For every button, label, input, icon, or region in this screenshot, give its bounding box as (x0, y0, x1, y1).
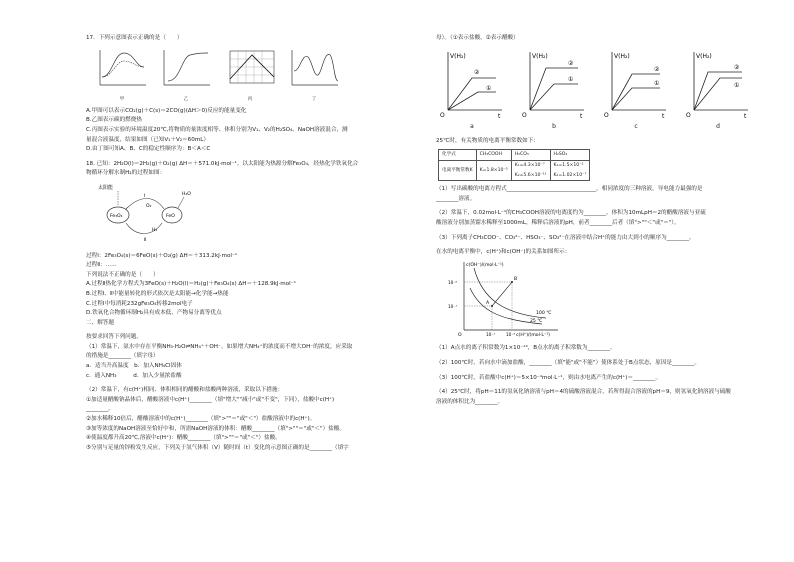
table-cell: H₂SO₃ (550, 150, 590, 161)
part2-line-5: ③加等浓度的NaOH溶液至恰好中和，所需NaOH溶液的体积：醋酸________（填">""＝"或"＜"）盐酸。 (86, 425, 345, 432)
cycle-step1: Ⅰ (144, 193, 146, 199)
q17-option-a: A.甲图可以表示CO₂(g)＋C(s)＝2CO(g)(ΔH＞0)反应的能量变化 (86, 107, 247, 114)
water-q3: （3）100℃时，若盐酸中c(H⁺)＝5×10⁻⁴mol·L⁻¹，则由水电离产生的c(H⁺)＝________。 (436, 374, 662, 381)
q17-figures (94, 47, 412, 105)
k-q2: （2）常温下，0.02mol·L⁻¹的CH₃COOH溶液的电离度约为________，体积为10mLpH＝2的醋酸溶液与亚硫 (436, 210, 706, 217)
table-cell: H₂CO₃ (511, 150, 550, 161)
svg-text:t: t (580, 112, 583, 120)
k-q1-cont: ________溶液。 (436, 195, 476, 202)
svg-text:10⁻⁶: 10⁻⁶ (506, 331, 516, 337)
right-column (436, 34, 762, 407)
section-heading: 二、解答题 (86, 319, 114, 326)
q17-option-d: D.由丁图可知A、B、C的稳定性顺序为：B＜A＜C (86, 146, 211, 153)
svg-text:t: t (662, 112, 665, 120)
part2-line-6: ④使温度都升高20℃,溶液中c(H⁺)：醋酸________（填">""＝"或"＜"）盐酸。 (86, 435, 281, 442)
energy-diagram-yi (158, 47, 214, 91)
fig-label-yi: 乙 (183, 97, 189, 103)
svg-text:100 ℃: 100 ℃ (536, 310, 552, 316)
vgraph-caption-d: d (716, 123, 720, 131)
q17-figure-ding (286, 47, 342, 105)
energy-diagram-ding (286, 47, 342, 91)
svg-text:①: ① (568, 75, 574, 83)
part1-line-4: c．通入NH₃ d．加入少量浓盐酸 (86, 372, 182, 379)
q18-stem-cont: 物循环分解水制H₂的过程如图： (86, 170, 166, 177)
part1-line-3: a．适当升高温度 b．加入NH₄Cl固体 (86, 363, 182, 370)
q17-figure-bing (222, 47, 278, 105)
q17-option-b: B.乙图表示碳的燃烧热 (86, 117, 142, 124)
water-q1: （1）A点水的离子积常数为1×10⁻¹⁴，B点水的离子积常数为________。 (436, 345, 616, 352)
vgraph-b (520, 48, 588, 132)
table-cell: K=1.8×10⁻⁵ (476, 160, 511, 180)
temperature-grid-bing (222, 47, 278, 91)
fig-label-jia: 甲 (119, 97, 125, 103)
energy-diagram-jia (94, 47, 150, 91)
svg-text:O: O (686, 111, 691, 119)
q18-question: 下列说法不正确的是（ ） (86, 271, 159, 278)
svg-text:c(OH⁻)/(mol·L⁻¹): c(OH⁻)/(mol·L⁻¹) (466, 262, 504, 268)
vgraph-a (438, 48, 506, 132)
q18-option-a: A.过程Ⅱ热化学方程式为3FeO(s)＋H₂O(l)＝H₂(g)＋Fe₃O₄(s) ΔH＝＋128.9kJ·mol⁻¹ (86, 281, 296, 288)
table-cell: CH₃COOH (476, 150, 511, 161)
svg-text:①: ① (734, 81, 740, 89)
part2-line-3: ________。 (86, 406, 114, 413)
k-q3: （3）下列离子CH₃COO⁻、CO₃²⁻、HSO₃⁻、SO₃²⁻在溶液中结合H⁺的能力由大到小的顺序为________。 (436, 234, 695, 241)
part2-line-1: （2）常温下，有c(H⁺)相同、体积相同的醋酸和盐酸两种溶液，采取以下措施： (86, 387, 284, 394)
cycle-feo-label: FeO (166, 213, 175, 219)
table-row (439, 160, 590, 180)
q17-figure-yi (158, 47, 214, 105)
iron-oxide-cycle-diagram (96, 181, 206, 245)
vgraph-caption-a: a (470, 123, 474, 131)
k-intro: 25℃时，有关物质的电离平衡常数如下： (436, 137, 539, 144)
answer-intro: 按要求回答下列问题。 (86, 334, 142, 341)
q18-stem: 18. 已知：2H₂O(l)＝2H₂(g)＋O₂(g) ΔH＝＋571.0kJ·mol⁻¹。以太阳能为热源分解Fe₃O₄，经热化学铁氧化合 (86, 160, 359, 167)
table-cell: 化学式 (439, 150, 477, 161)
svg-text:25 ℃: 25 ℃ (530, 318, 543, 324)
svg-text:②: ② (568, 59, 574, 67)
cycle-step2: Ⅱ (144, 237, 147, 243)
svg-text:O: O (522, 111, 527, 119)
svg-text:A: A (486, 300, 490, 306)
svg-text:c(H⁺)/(mol·L⁻¹): c(H⁺)/(mol·L⁻¹) (516, 332, 550, 338)
part2-line-7: ⑤分别与足量的锌粉发生反应，下列关于氢气体积（V）随时间（t）变化的示意图正确的是________（填字 (86, 444, 349, 451)
cycle-o2-label: O₂ (146, 203, 152, 209)
svg-text:V(H₂): V(H₂) (532, 52, 548, 60)
svg-text:V(H₂): V(H₂) (614, 52, 630, 60)
cycle-fe3o4-label: Fe₃O₄ (110, 213, 123, 219)
q17-option-c: C.丙图表示实验的环境温度20℃,将物质的量浓度相等、体积分别为V₁、V₂的H₂SO₄、NaOH溶液混合，测 (86, 126, 348, 133)
hydrogen-volume-graphs (438, 48, 762, 132)
part1-line-1: （1）常温下，氨水中存在平衡NH₃·H₂O⇌NH₄⁺＋OH⁻。如果增大NH₄⁺的浓度而不增大OH⁻的浓度，应采取 (86, 343, 353, 350)
table-cell: K₁=1.5×10⁻² K₂=1.02×10⁻⁷ (550, 160, 590, 180)
svg-text:②: ② (474, 68, 480, 76)
vgraph-d-plot (684, 48, 752, 120)
left-column (86, 34, 412, 453)
q18-option-c: C.过程Ⅰ中每消耗232gFe₃O₄转移2mol电子 (86, 300, 193, 307)
fig-label-bing: 丙 (247, 97, 253, 103)
svg-text:V(H₂): V(H₂) (450, 52, 466, 60)
table-cell: 电离平衡常数K (439, 160, 477, 180)
water-intro: 在水的电离平衡中，c(H⁺)和c(OH⁻)的关系如图所示： (436, 249, 571, 256)
table-row (439, 150, 590, 161)
fig-label-ding: 丁 (311, 97, 317, 103)
q18-process1: 过程Ⅰ：2Fe₃O₄(s)＝6FeO(s)＋O₂(g) ΔH＝＋313.2kJ·mol⁻¹ (86, 252, 238, 259)
water-q4-cont: 溶液的体积比为________。 (436, 398, 504, 405)
table-cell: K₁=4.3×10⁻⁷ K₂=5.6×10⁻¹¹ (511, 160, 550, 180)
svg-text:t: t (498, 112, 501, 120)
q17-title: 17．下列示意图表示正确的是（ ） (86, 35, 183, 41)
svg-text:10⁻⁶: 10⁻⁶ (448, 279, 458, 285)
cycle-h2o-label: H₂O (182, 191, 191, 197)
vgraph-b-plot (520, 48, 588, 120)
vgraph-c-plot (602, 48, 670, 120)
svg-text:B: B (514, 276, 518, 282)
right-top-line: 母）。（①表示盐酸，②表示醋酸） (436, 35, 519, 41)
cycle-sun-label: 太阳能 (98, 184, 114, 191)
k-q2-cont: 酸溶液分别加蒸馏水稀释至1000mL，稀释后溶液的pH，前者________后者（填">""＜"或"＝"）。 (436, 219, 680, 226)
svg-text:O: O (604, 111, 609, 119)
cycle-h2-label: H₂ (152, 227, 158, 233)
svg-text:②: ② (654, 65, 660, 73)
vgraph-caption-b: b (552, 123, 556, 131)
svg-text:①: ① (486, 84, 492, 92)
water-ionization-graph (446, 258, 566, 338)
q17-option-c-cont: 量混合液温度，结果如图（已知V₁＋V₂＝60mL） (86, 136, 209, 143)
q18-option-b: B.过程Ⅰ、Ⅱ中能量转化的形式依次是太阳能→化学能→热能 (86, 290, 229, 297)
vgraph-d (684, 48, 752, 132)
svg-text:10⁻⁷: 10⁻⁷ (448, 303, 458, 309)
svg-text:V(H₂): V(H₂) (696, 52, 712, 60)
vgraph-a-plot (438, 48, 506, 120)
ionization-constant-table (438, 149, 590, 181)
svg-text:10⁻⁷: 10⁻⁷ (486, 331, 496, 337)
part1-line-2: 的措施是________（填字母） (86, 353, 159, 360)
k-q1: （1）写出碳酸的电离方程式________________________________，相同浓度的三种溶液，导电能力最强的是 (436, 186, 703, 193)
part2-line-4: ②加水稀释10倍后，醋酸溶液中的c(H⁺)________（填">""＝"或"＜"）盐酸溶液中的c(H⁺)。 (86, 416, 316, 423)
svg-text:O: O (440, 111, 445, 119)
q18-process2: 过程Ⅱ：…… (86, 262, 117, 269)
svg-text:t: t (744, 112, 747, 120)
vgraph-c (602, 48, 670, 132)
svg-text:①: ① (654, 79, 660, 87)
svg-text:②: ② (734, 63, 740, 71)
svg-text:O: O (458, 332, 462, 338)
water-q4: （4）25℃时，将pH＝11的氢氧化钠溶液与pH＝4的硫酸溶液混合，若所得混合溶液的pH＝9，则氢氧化钠溶液与硫酸 (436, 389, 731, 396)
part2-line-2: ①加适量醋酸钠晶体后，醋酸溶液中c(H⁺)________（填"增大""减小"或"不变"，下同），盐酸中c(H⁺) (86, 396, 335, 403)
water-q2: （2）100℃时，若向水中滴加盐酸，________（填"能"或"不能"）使体系处于B点状态，原因是________。 (436, 359, 700, 366)
q18-option-d: D.铁氧化合物循环制H₂具有成本低、产物易分离等优点 (86, 310, 222, 317)
q17-figure-jia (94, 47, 150, 105)
vgraph-caption-c: c (634, 123, 638, 131)
